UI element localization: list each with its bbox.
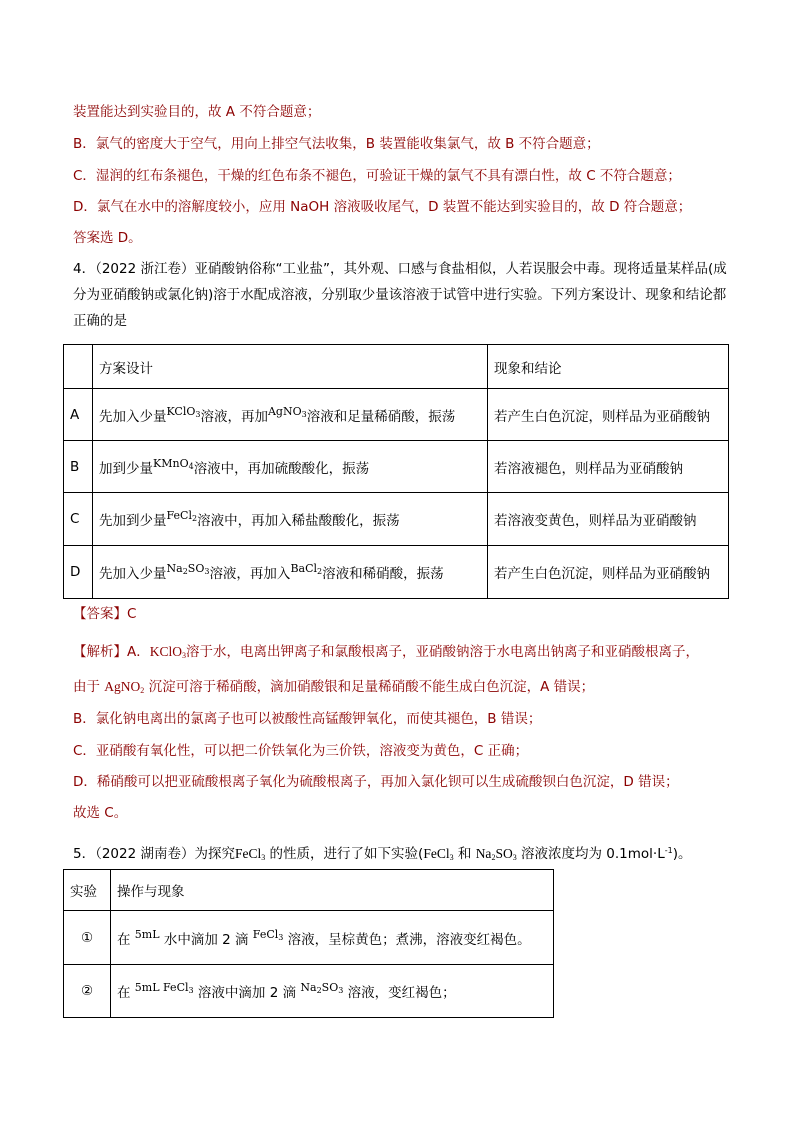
table-header-row — [64, 345, 729, 389]
design-cell: 先加入少量$^{KClO_3}$溶液，再加$^{AgNO_3}$溶液和足量稀硝酸，振荡 — [93, 389, 488, 441]
formula: 5mL FeCl3 — [134, 981, 194, 995]
formula: KClO3 — [166, 404, 201, 419]
answer: 【答案】C — [73, 606, 137, 622]
table-row — [64, 965, 554, 1018]
formula: AgNO3 — [267, 404, 307, 419]
table-row — [64, 546, 729, 599]
experiment-number: ① — [64, 911, 111, 965]
analysis-line: 由于 AgNO$_2$ 沉淀可溶于稀硝酸，滴加硝酸银和足量稀硝酸不能生成白色沉淀，A 错误； — [73, 679, 595, 695]
option-label: B — [64, 441, 93, 493]
formula: KMnO4 — [153, 456, 194, 471]
text-line: 答案选 D。 — [73, 230, 142, 246]
header-cell: 现象和结论 — [488, 345, 729, 389]
formula: Na2SO3 — [300, 981, 344, 995]
formula: BaCl2 — [290, 562, 323, 576]
table-row — [64, 911, 554, 965]
table-row — [64, 441, 729, 493]
analysis-line: 【解析】A．KClO$_3$溶于水，电离出钾离子和氯酸根离子，亚硝酸钠溶于水电离出钠离子和亚硝酸根离子， — [73, 644, 700, 660]
question-4-table — [63, 344, 729, 599]
experiment-number: ② — [64, 965, 111, 1018]
table-row — [64, 389, 729, 441]
text-line: C．湿润的红布条褪色，干燥的红色布条不褪色，可验证干燥的氯气不具有漂白性，故 C 不符合题意； — [73, 168, 681, 184]
formula: $Na_2SO_3$ — [475, 846, 517, 862]
analysis-line: 故选 C。 — [73, 805, 128, 821]
formula: AgNO$_2$ — [104, 679, 145, 695]
formula: FeCl$_3$ — [235, 846, 266, 862]
procedure-cell: 在 $^{5mL FeCl_3}$ 溶液中滴加 2 滴 $^{Na_2SO_3}$ 溶液，变红褐色； — [111, 965, 554, 1018]
question-4-text: 4．（2022 浙江卷）亚硝酸钠俗称“工业盐”，其外观、口感与食盐相似，人若误服会中毒。现将适量某样品(成分为亚硝酸钠或氯化钠)溶于水配成溶液，分别取少量该溶液于试管中进行实验。下列方案设计、现象和结论都正确的是 — [73, 261, 727, 329]
result-cell: 若溶液变黄色，则样品为亚硝酸钠 — [488, 493, 729, 546]
design-cell: 先加到少量$^{FeCl_2}$溶液中，再加入稀盐酸酸化，振荡 — [93, 493, 488, 546]
formula: FeCl$_3$ — [423, 846, 454, 862]
analysis-line: B．氯化钠电离出的氯离子也可以被酸性高锰酸钾氧化，而使其褪色，B 错误； — [73, 711, 542, 727]
text-line: 装置能达到实验目的，故 A 不符合题意； — [73, 104, 321, 120]
text-line: D．氯气在水中的溶解度较小，应用 NaOH 溶液吸收尾气，D 装置不能达到实验目的，故 D 符合题意； — [73, 199, 692, 215]
formula: FeCl3 — [252, 927, 284, 942]
formula: FeCl2 — [166, 509, 198, 523]
question-5-text: 5．（2022 湖南卷）为探究FeCl$_3$ 的性质，进行了如下实验(FeCl$_3$ 和 $Na_2SO_3$ 溶液浓度均为 $0.1mol\cdot L^{-1}$)。 — [73, 846, 692, 862]
option-label: C — [64, 493, 93, 546]
table-row — [64, 493, 729, 546]
result-cell: 若产生白色沉淀，则样品为亚硝酸钠 — [488, 546, 729, 599]
design-cell: 加到少量$^{KMnO_4}$溶液中，再加硫酸酸化，振荡 — [93, 441, 488, 493]
header-cell: 方案设计 — [93, 345, 488, 389]
table-header-row — [64, 870, 554, 911]
header-cell: 实验 — [64, 870, 111, 911]
formula: Na2SO3 — [166, 562, 210, 576]
formula: KClO$_3$ — [149, 644, 187, 660]
design-cell: 先加入少量$^{Na_2SO_3}$溶液，再加入$^{BaCl_2}$溶液和稀硝酸，振荡 — [93, 546, 488, 599]
header-cell: 操作与现象 — [111, 870, 554, 911]
text-line: B．氯气的密度大于空气，用向上排空气法收集，B 装置能收集氯气，故 B 不符合题意； — [73, 136, 600, 152]
procedure-cell: 在 $^{5mL}$ 水中滴加 2 滴 $^{FeCl_3}$ 溶液，呈棕黄色；煮沸，溶液变红褐色。 — [111, 911, 554, 965]
analysis-line: D．稀硝酸可以把亚硫酸根离子氧化为硫酸根离子，再加入氯化钡可以生成硫酸钡白色沉淀，D 错误； — [73, 774, 679, 790]
option-label: D — [64, 546, 93, 599]
analysis-line: C．亚硝酸有氧化性，可以把二价铁氧化为三价铁，溶液变为黄色，C 正确； — [73, 743, 529, 759]
result-cell: 若溶液褪色，则样品为亚硝酸钠 — [488, 441, 729, 493]
result-cell: 若产生白色沉淀，则样品为亚硝酸钠 — [488, 389, 729, 441]
option-label: A — [64, 389, 93, 441]
question-5-table — [63, 869, 554, 1018]
